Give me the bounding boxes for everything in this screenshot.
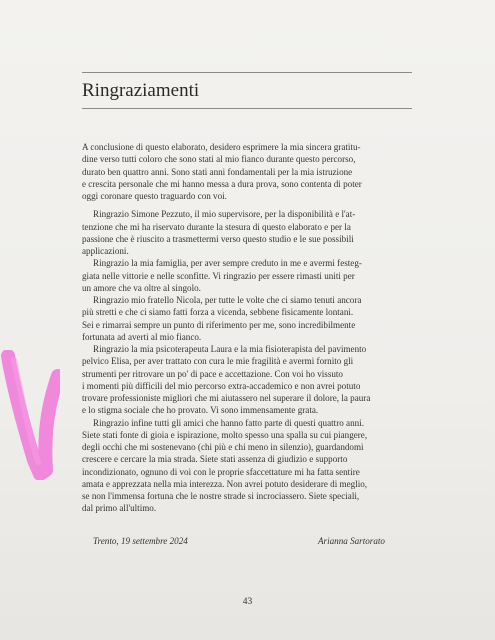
text-line: Sei e rimarrai sempre un punto di riferimento per me, sono incredibilmente — [82, 319, 356, 330]
text-line: amata e apprezzata nella mia interezza. Non avrei potuto desiderare di meglio, — [82, 478, 368, 489]
text-line: oggi coronare questo traguardo con voi. — [82, 191, 227, 201]
text-line: crescere e cercare la mia strada. Siete stati assenza di giudizio e supporto — [82, 454, 348, 465]
text-line: Siete stati fonte di gioia e ispirazione, molto spesso una spalla su cui piangere, — [82, 429, 368, 440]
text-line: dal primo all'ultimo. — [82, 503, 157, 514]
heading-rule-bottom — [82, 108, 412, 109]
text-line: i momenti più difficili del mio percorso extra-accademico e non avrei potuto — [82, 380, 361, 391]
text-line: fortunata ad averti al mio fianco. — [82, 331, 202, 342]
acknowledgements-body — [82, 141, 412, 515]
text-line: Ringrazio la mia famiglia, per aver sempre creduto in me e avermi festeg- — [93, 258, 362, 269]
signature-place-date: Trento, 19 settembre 2024 — [93, 536, 188, 546]
text-line: degli occhi che mi sostenevano (chi più e chi meno in silenzio), guardandomi — [82, 442, 364, 452]
text-line: pelvico Elisa, per aver trattato con cura le mie fragilità e avermi fornito gli — [82, 356, 354, 367]
text-line: A conclusione di questo elaborato, desidero esprimere la mia sincera gratitu- — [82, 142, 361, 152]
text-line: trovare professioniste migliori che mi aiutassero nel superare il dolore, la paura — [82, 393, 371, 403]
chapter-title: Ringraziamenti — [82, 80, 200, 101]
signature-author: Arianna Sartorato — [318, 536, 385, 546]
text-line: più stretti e che ci siamo fatti forza a vicenda, sebbene fisicamente lontani. — [82, 307, 354, 318]
page-number: 43 — [242, 597, 253, 607]
text-line: passione che è riuscito a trasmettermi verso questo studio e le sue possibili — [82, 233, 354, 244]
text-line: e lo stigma sociale che ho provato. Vi sono immensamente grata. — [82, 405, 319, 416]
text-line: giata nelle vittorie e nelle sconfitte. Vi ringrazio per essere rimasti uniti per — [82, 270, 355, 281]
text-line: Ringrazio mio fratello Nicola, per tutte le volte che ci siamo tenuti ancora — [93, 295, 362, 305]
text-line: Ringrazio Simone Pezzuto, il mio supervisore, per la disponibilità e l'at- — [93, 209, 356, 220]
text-line: e crescita personale che mi hanno messa a dura prova, sono contenta di poter — [82, 178, 362, 189]
text-line: incondizionato, ognuno di voi con le proprie sfaccettature mi ha fatta sentire — [82, 466, 360, 477]
text-line: dine verso tutti coloro che sono stati al mio fianco durante questo percorso, — [82, 154, 356, 165]
text-line: durato ben quattro anni. Sono stati anni fondamentali per la mia istruzione — [82, 166, 353, 177]
text-line: se non l'immensa fortuna che le nostre strade si incrociassero. Siete speciali, — [82, 491, 360, 501]
text-line: applicazioni. — [82, 246, 129, 256]
highlighter-checkmark — [0, 350, 60, 480]
text-line: un amore che va oltre al singolo. — [82, 282, 201, 293]
heading-rule-top — [82, 72, 412, 73]
text-line: strumenti per ritrovare un po' di pace e accettazione. Con voi ho vissuto — [82, 368, 343, 379]
highlighter-check-icon — [0, 350, 60, 480]
text-line: Ringrazio la mia psicoterapeuta Laura e la mia fisioterapista del pavimento — [93, 344, 367, 354]
text-line: tenzione che mi ha riservato durante la stesura di questo elaborato e per la — [82, 221, 351, 232]
text-line: Ringrazio infine tutti gli amici che hanno fatto parte di questi quattro anni. — [93, 417, 364, 428]
